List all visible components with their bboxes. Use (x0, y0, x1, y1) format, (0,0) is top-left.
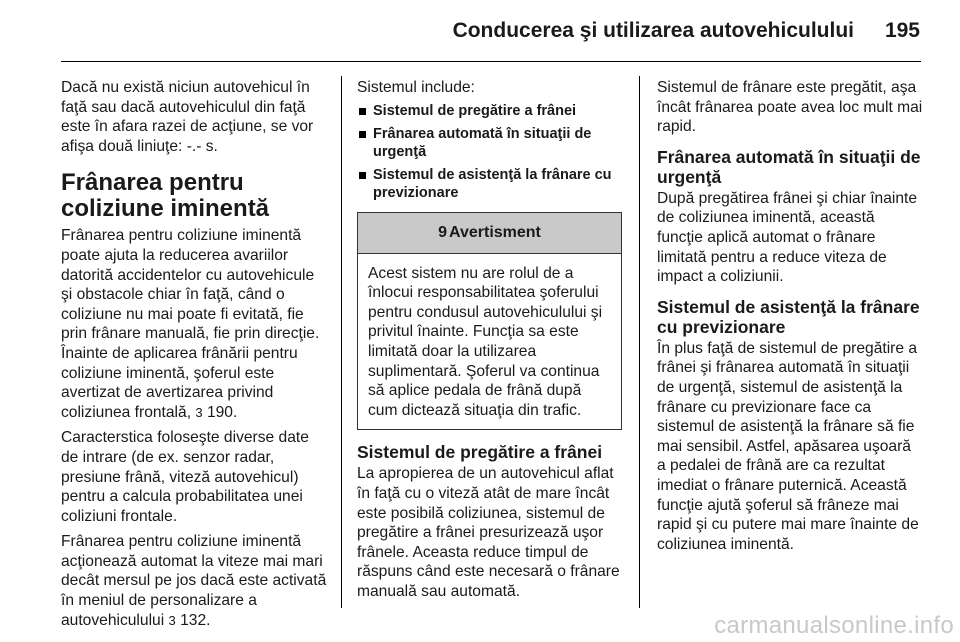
paragraph-brake-assist: În plus faţă de sistemul de pregătire a frânei şi frânarea automată în situaţii de urgenţă, sistemul de asistenţă la frânare cu previzionare face ca sistemul de asistenţă la frânare să fie mai sensibil. Astfel, apăsarea uşoară a pedalei de frână are ca rezultat imediat o frânare puternică. Această funcţie ajută şoferul să frâneze mai rapid şi cu putere mai mare înainte de coliziunea iminentă. (657, 339, 919, 553)
column-left (61, 78, 329, 636)
paragraph-inputs: Caracterstica foloseşte diverse date de intrare (de ex. senzor radar, presiune frână, viteză autovehicul) pentru a calcula probabilitatea unei coliziuni frontale. (61, 429, 309, 525)
list-item: Frânarea automată în situaţii de urgenţă (357, 125, 622, 161)
page-reference-link[interactable]: 132. (180, 611, 211, 629)
warning-box (357, 212, 622, 431)
heading-brake-assist: Sistemul de asistenţă la frânare cu previzionare (657, 296, 920, 337)
paragraph-activation (61, 532, 329, 630)
system-components-list (357, 102, 622, 202)
paragraph-automatic-braking: După pregătirea frânei şi chiar înainte de coliziunea iminentă, această funcţie aplică automat o frânare limitată pentru a reduce viteza de impact a coliziunii. (657, 189, 918, 286)
page-reference-icon: 3 (168, 612, 176, 628)
list-item: Sistemul de asistenţă la frânare cu previzionare (357, 166, 622, 202)
paragraph-no-vehicle: Dacă nu există niciun autovehicul în faţă sau dacă autovehiculul din faţă este în afara razei de acţiune, se vor afişa două liniuţe: -.- s. (61, 79, 314, 155)
paragraph-collision-braking-text: Frânarea pentru coliziune iminentă poate ajuta la reducerea avariilor datorită accidentelor cu autovehicule şi obstacole chiar în faţă, când o coliziune nu mai poate fi evitată, fie prin frânare manuală, fie prin direcţie. Înainte de aplicarea frânării pentru coliziune iminentă, şoferul este avertizat de avertizarea privind coliziunea frontală, (61, 227, 320, 421)
watermark: carmanualsonline.info (714, 612, 954, 639)
column-divider-2 (639, 76, 640, 608)
heading-brake-preparation: Sistemul de pregătire a frânei (357, 442, 603, 463)
column-right (657, 78, 923, 560)
column-divider-1 (341, 76, 342, 608)
list-item: Sistemul de pregătire a frânei (357, 102, 622, 120)
paragraph-collision-braking (61, 226, 329, 422)
system-intro: Sistemul include: (357, 79, 475, 96)
page-reference-link[interactable]: 190. (206, 403, 238, 421)
paragraph-activation-text: Frânarea pentru coliziune iminentă acţionează automat la viteze mai mari decât mersul pe jos dacă este activată în meniul de personalizare a autovehiculului (61, 533, 327, 629)
warning-title: Avertisment (449, 223, 541, 241)
page-header (0, 0, 960, 62)
warning-header (358, 213, 621, 254)
heading-automatic-braking: Frânarea automată în situaţii de urgenţă (657, 146, 921, 187)
warning-triangle-icon: 9 (438, 223, 447, 241)
header-divider (61, 61, 921, 62)
paragraph-brake-ready: Sistemul de frânare este pregătit, aşa încât frânarea poate avea loc mult mai rapid. (657, 79, 923, 136)
warning-text: Acest sistem nu are rolul de a înlocui responsabilitatea şoferului pentru condusul autovehiculului şi privitul înainte. Funcţia sa este limitată doar la utilizarea suplimentară. Şoferul va continua să aplice pedala de frână după cum dictează situaţia din trafic. (368, 264, 603, 419)
column-middle (357, 78, 622, 608)
heading-collision-braking: Frânarea pentru coliziune iminentă (61, 169, 270, 223)
paragraph-brake-preparation: La apropierea de un autovehicul aflat în faţă cu o viteză atât de mare încât este posibilă coliziunea, sistemul de pregătire a frânei presurizează uşor frânele. Aceasta reduce timpul de răspuns când este necesară o frânare manuală sau automată. (357, 465, 620, 600)
page-reference-icon: 3 (195, 404, 203, 420)
header-title: Conducerea şi utilizarea autovehiculului (452, 19, 854, 42)
page-number: 195 (884, 19, 920, 42)
